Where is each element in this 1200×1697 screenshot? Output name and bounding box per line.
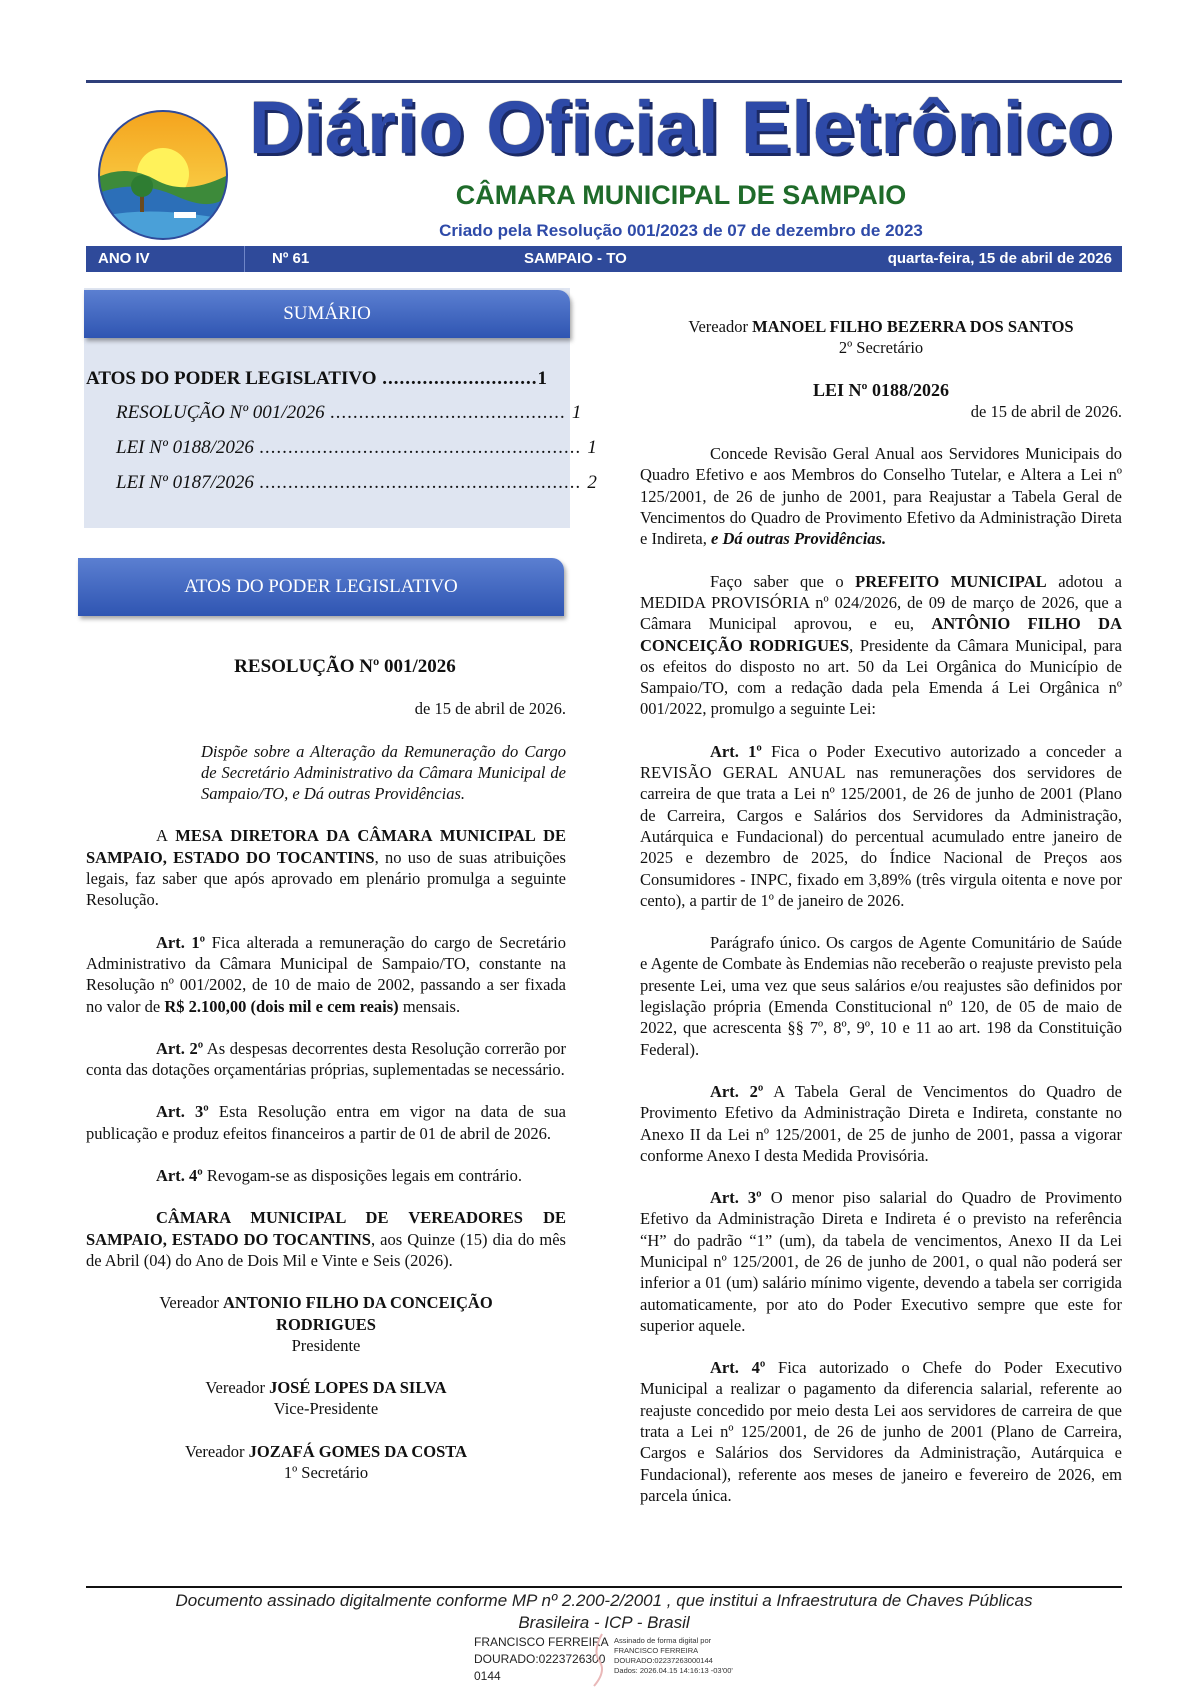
toc-item-page: 1: [587, 437, 597, 458]
organization-name: CÂMARA MUNICIPAL DE SAMPAIO: [455, 180, 907, 210]
resolution-intro: A MESA DIRETORA DA CÂMARA MUNICIPAL DE SAMPAIO, ESTADO DO TOCANTINS, no uso de suas atribuições legais, faz saber que após aprovado em plenário promulga a seguinte Resolução.: [86, 826, 567, 910]
law-paragraph: Parágrafo único. Os cargos de Agente Comunitário de Saúde e Agente de Combate às Endemias não receberão o reajuste previsto pela presente Lei, uma vez que seus salários e/ou reajustes são definidos por legislação própria (Emenda Constitucional nº 120, de 05 de maio de 2022, que acrescenta §§ 7º, 8º, 9º, 10 e 11 ao art. 198 da Constituição Federal).: [640, 933, 1122, 1059]
signature-block: Vereador MANOEL FILHO BEZERRA DOS SANTOS 2º Secretário: [688, 317, 1074, 358]
toc-item-label: LEI Nº 0188/2026: [116, 437, 254, 458]
section-tab: [78, 558, 564, 616]
toc-item-label: LEI Nº 0187/2026: [116, 472, 254, 493]
right-column: [640, 316, 1122, 1506]
law-title: LEI Nº 0188/2026: [813, 379, 949, 400]
section-title: ATOS DO PODER LEGISLATIVO: [184, 576, 458, 597]
law-preamble: Faço saber que o PREFEITO MUNICIPAL adotou a MEDIDA PROVISÓRIA nº 024/2026, de 09 de março de 2026, que a Câmara Municipal aprovou, e eu, ANTÔNIO FILHO DA CONCEIÇÃO RODRIGUES, Presidente da Câmara Municipal, para os efeitos do disposto no art. 50 da Lei Orgânica do Município de Sampaio/TO, com a redação dada pela Emenda á Lei Orgânica nº 001/2022, promulgo a seguinte Lei:: [640, 571, 1123, 719]
toc-item-page: 1: [537, 368, 547, 389]
edition-date: quarta-feira, 15 de abril de 2026: [887, 250, 1112, 267]
resolution-date: de 15 de abril de 2026.: [414, 699, 566, 719]
resolution-art4: Art. 4º Revogam-se as disposições legais em contrário.: [156, 1166, 523, 1186]
left-column: [86, 656, 566, 1483]
sampaio-logo: [96, 108, 230, 242]
toc-item[interactable]: LEI Nº 0187/2026 ........................................................ 2: [116, 472, 597, 493]
signature-block: Vereador ANTONIO FILHO DA CONCEIÇÃO RODRIGUES Presidente: [159, 1293, 493, 1355]
toc-item-page: 2: [587, 472, 597, 493]
law-art2: Art. 2º A Tabela Geral de Vencimentos do Quadro de Provimento Efetivo da Administração Direta e Indireta, constante no Anexo II da Lei nº 125/2001, de 25 de junho de 2001, passa a vigorar conforme Anexo I desta Medida Provisória.: [640, 1081, 1122, 1165]
footer-note: Documento assinado digitalmente conforme MP nº 2.200-2/2001 , que institui a Infraestrutura de Chaves Públicas Brasileira - ICP - Brasil: [175, 1591, 1033, 1632]
signature-block: Vereador JOSÉ LOPES DA SILVA Vice-Presidente: [205, 1378, 447, 1419]
digital-signer-name: FRANCISCO FERREIRA DOURADO:0223726300 0144: [474, 1635, 609, 1683]
law-art3: Art. 3º O menor piso salarial do Quadro de Provimento Efetivo da Administração Direta e Indireta é o previsto na referência “H” do padrão “1” (um), da tabela de vencimentos, Anexo II da Lei Municipal nº 125/2001, de 26 de junho de 2001, o qual não poderá ser inferior a 01 (um) salário mínimo vigente, devendo a tabela ser corrigida automaticamente, por ato do Poder Executivo sempre que este for superior aquele.: [640, 1188, 1122, 1335]
toc-item-label: ATOS DO PODER LEGISLATIVO: [86, 368, 377, 389]
edition-bar: [86, 246, 1122, 272]
law-date: de 15 de abril de 2026.: [970, 401, 1122, 421]
resolution-ementa: Dispõe sobre a Alteração da Remuneração do Cargo de Secretário Administrativo da Câmara Municipal de Sampaio/TO, e Dá outras Providências.: [201, 741, 566, 804]
resolution-title: RESOLUÇÃO Nº 001/2026: [234, 656, 456, 677]
toc-item-label: RESOLUÇÃO Nº 001/2026: [116, 402, 325, 423]
digital-signature-details: Assinado de forma digital por FRANCISCO FERREIRA DOURADO:02237263000144 Dados: 2026.04.15 14:16:13 -03'00': [614, 1636, 733, 1675]
law-art4: Art. 4º Fica autorizado o Chefe do Poder Executivo Municipal a realizar o pagamento da diferencia salarial, referente ao reajuste concedido por meio desta Lei aos servidores de carreira de que trata a Lei nº 125/2001, de 26 de junho de 2001 (Plano de Carreira, Cargos e Salários dos Servidores da Administração, Autárquica e Fundacional), referente aos meses de janeiro e fevereiro de 2026, em parcela única.: [640, 1358, 1123, 1505]
edition-location: SAMPAIO - TO: [524, 250, 627, 267]
edition-year: ANO IV: [98, 250, 150, 267]
footer-rule: [86, 1586, 1122, 1588]
resolution-art1: Art. 1º Fica alterada a remuneração do cargo de Secretário Administrativo da Câmara Municipal de Sampaio/TO, constante na Resolução nº 001/2002, de 10 de maio de 2002, passando a ser fixada no valor de R$ 2.100,00 (dois mil e cem reais) mensais.: [86, 932, 566, 1016]
edition-number: Nº 61: [272, 250, 310, 267]
law-art1: Art. 1º Fica o Poder Executivo autorizado a conceder a REVISÃO GERAL ANUAL nas remunerações dos servidores de carreira de que trata a Lei nº 125/2001, de 26 de junho de 2001 (Plano de Carreira, Cargos e Salários dos Servidores da Administração, Autárquica e Fundacional) do percentual acumulado entre janeiro de 2025 e dezembro de 2025, do Índice Nacional de Preços aos Consumidores - INPC, fixado em 3,89% (três virgula oitenta e nove por cento), a partir de 1º de janeiro de 2026.: [640, 741, 1122, 910]
summary-tab: [84, 290, 570, 338]
summary-title: SUMÁRIO: [283, 303, 371, 324]
newspaper-title: Diário Oficial Eletrônico: [249, 86, 1113, 169]
toc-item[interactable]: ATOS DO PODER LEGISLATIVO ...........................1: [86, 368, 547, 389]
toc-item[interactable]: RESOLUÇÃO Nº 001/2026 ......................................... 1: [116, 402, 582, 423]
signature-mark-icon: [588, 1632, 608, 1688]
resolution-art3: Art. 3º Esta Resolução entra em vigor na data de sua publicação e produz efeitos financeiros a partir de 01 de abril de 2026.: [86, 1102, 566, 1143]
toc-item-page: 1: [571, 402, 582, 423]
resolution-closing: CÂMARA MUNICIPAL DE VEREADORES DE SAMPAIO, ESTADO DO TOCANTINS, aos Quinze (15) dia do mês de Abril (04) do Ano de Dois Mil e Vinte e Seis (2026).: [86, 1208, 566, 1270]
signature-block: Vereador JOZAFÁ GOMES DA COSTA 1º Secretário: [184, 1441, 467, 1483]
toc-item[interactable]: LEI Nº 0188/2026 ........................................................ 1: [116, 437, 597, 458]
creation-note: Criado pela Resolução 001/2023 de 07 de dezembro de 2023: [439, 221, 923, 240]
law-ementa: Concede Revisão Geral Anual aos Servidores Municipais do Quadro Efetivo e aos Membros do Conselho Tutelar, e Altera a Lei nº 125/2001, de 26 de junho de 2001, para Reajustar a Tabela Geral de Vencimentos do Quadro de Provimento Efetivo da Administração Direta e Indireta, e Dá outras Providências.: [640, 444, 1122, 549]
resolution-art2: Art. 2º As despesas decorrentes desta Resolução correrão por conta das dotações orçamentárias próprias, suplementadas se necessário.: [86, 1038, 566, 1080]
